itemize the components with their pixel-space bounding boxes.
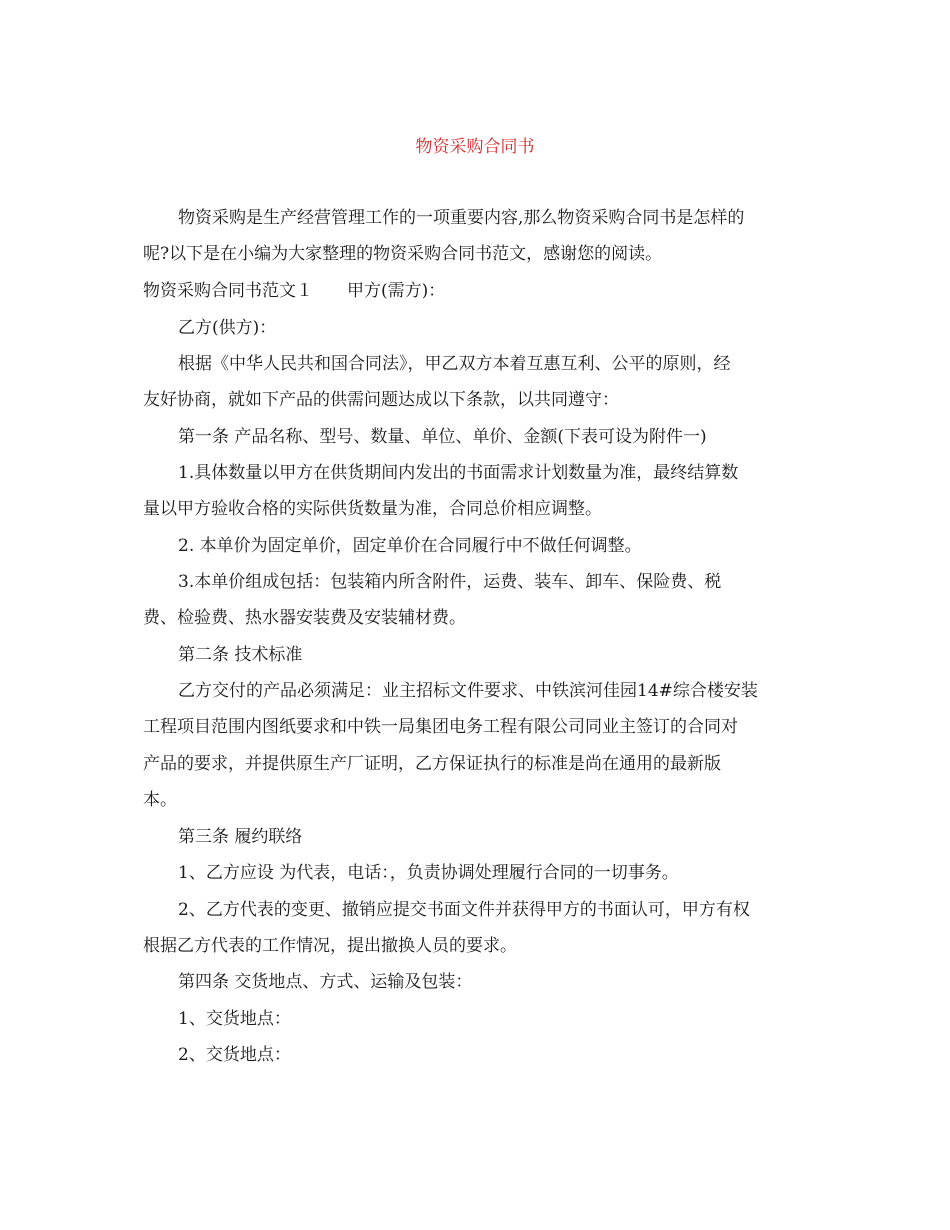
- article-2-line-4: 本。: [143, 790, 177, 810]
- sample-heading-party-a: 物资采购合同书范文１ 甲方(需方)：: [143, 281, 446, 301]
- article-1-item-2: 2. 本单价为固定单价，固定单价在合同履行中不做任何调整。: [178, 536, 642, 556]
- article-1-item-3-line-1: 3.本单价组成包括：包装箱内所含附件，运费、装车、卸车、保险费、税: [178, 572, 722, 592]
- article-3-item-1: 1、乙方应设 为代表，电话：，负责协调处理履行合同的一切事务。: [178, 863, 679, 883]
- preamble-line-1: 根据《中华人民共和国合同法》，甲乙双方本着互惠互利、公平的原则，经: [178, 354, 731, 374]
- article-3-item-2-line-2: 根据乙方代表的工作情况，提出撤换人员的要求。: [143, 936, 517, 956]
- article-2-line-3: 产品的要求，并提供原生产厂证明，乙方保证执行的标准是尚在通用的最新版: [143, 754, 721, 774]
- article-3-item-2-line-1: 2、乙方代表的变更、撤销应提交书面文件并获得甲方的书面认可，甲方有权: [178, 900, 750, 920]
- article-1-item-1-line-1: 1.具体数量以甲方在供货期间内发出的书面需求计划数量为准，最终结算数: [178, 463, 739, 483]
- intro-line-2: 呢?以下是在小编为大家整理的物资采购合同书范文，感谢您的阅读。: [143, 244, 663, 264]
- article-2-line-2: 工程项目范围内图纸要求和中铁一局集团电务工程有限公司同业主签订的合同对: [143, 717, 738, 737]
- article-4-heading: 第四条 交货地点、方式、运输及包装：: [178, 972, 473, 992]
- intro-line-1: 物资采购是生产经营管理工作的一项重要内容,那么物资采购合同书是怎样的: [178, 208, 745, 228]
- article-3-heading: 第三条 履约联络: [178, 827, 303, 847]
- article-2-line-1: 乙方交付的产品必须满足：业主招标文件要求、中铁滨河佳园14#综合楼安装: [178, 681, 758, 701]
- article-4-item-1: 1、交货地点：: [178, 1009, 291, 1029]
- article-1-heading: 第一条 产品名称、型号、数量、单位、单价、金额(下表可设为附件一): [178, 427, 707, 447]
- party-b-line: 乙方(供方)：: [178, 318, 277, 338]
- document-title: 物资采购合同书: [415, 137, 535, 157]
- article-2-heading: 第二条 技术标准: [178, 645, 303, 665]
- article-4-item-2: 2、交货地点：: [178, 1045, 291, 1065]
- article-1-item-3-line-2: 费、检验费、热水器安装费及安装辅材费。: [143, 608, 466, 628]
- article-1-item-1-line-2: 量以甲方验收合格的实际供货数量为准，合同总价相应调整。: [143, 499, 602, 519]
- preamble-line-2: 友好协商，就如下产品的供需问题达成以下条款，以共同遵守：: [143, 390, 619, 410]
